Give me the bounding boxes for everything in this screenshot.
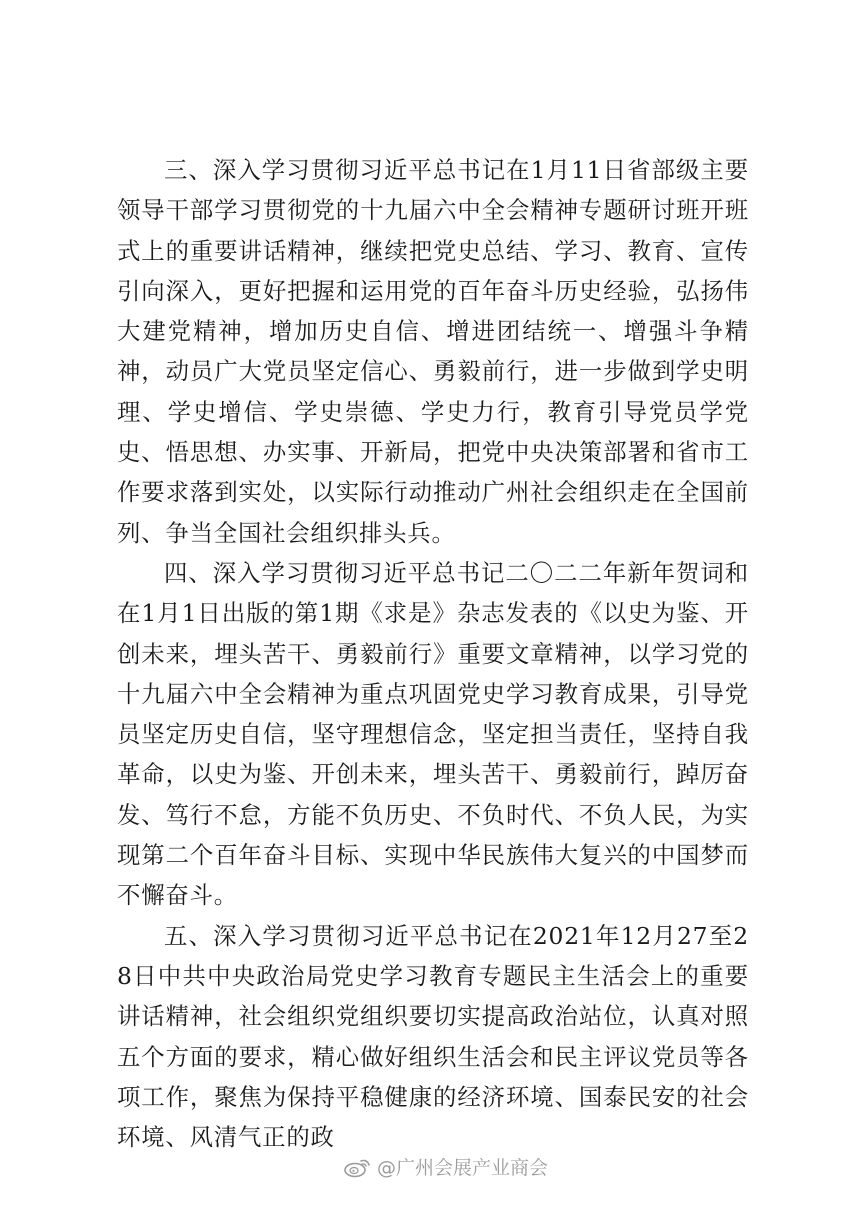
watermark-text: @广州会展产业商会 xyxy=(376,1157,548,1179)
weibo-watermark xyxy=(343,1153,548,1180)
paragraph-three: 三、深入学习贯彻习近平总书记在1月11日省部级主要领导干部学习贯彻党的十九届六中全会精神专题研讨班开班式上的重要讲话精神，继续把党史总结、学习、教育、宣传引向深入，更好把握和运用党的百年奋斗历史经验，弘扬伟大建党精神，增加历史自信、增进团结统一、增强斗争精神，动员广大党员坚定信心、勇毅前行，进一步做到学史明理、学史增信、学史崇德、学史力行，教育引导党员学党史、悟思想、办实事、开新局，把党中央决策部署和省市工作要求落到实处，以实际行动推动广州社会组织走在全国前列、争当全国社会组织排头兵。 xyxy=(117,156,749,547)
document-body xyxy=(117,150,749,1157)
paragraph-four: 四、深入学习贯彻习近平总书记二〇二二年新年贺词和在1月1日出版的第1期《求是》杂志发表的《以史为鉴、开创未来，埋头苦干、勇毅前行》重要文章精神，以学习党的十九届六中全会精神为重点巩固党史学习教育成果，引导党员坚定历史自信，坚守理想信念，坚定担当责任，坚持自我革命，以史为鉴、开创未来，埋头苦干、勇毅前行，踔厉奋发、笃行不怠，方能不负历史、不负时代、不负人民，为实现第二个百年奋斗目标、实现中华民族伟大复兴的中国梦而不懈奋斗。 xyxy=(117,558,749,910)
paragraph-five: 五、深入学习贯彻习近平总书记在2021年12月27至28日中共中央政治局党史学习教育专题民主生活会上的重要讲话精神，社会组织党组织要切实提高政治站位，认真对照五个方面的要求，精心做好组织生活会和民主评议党员等各项工作，聚焦为保持平稳健康的经济环境、国泰民安的社会环境、风清气正的政 xyxy=(117,921,749,1152)
weibo-icon xyxy=(343,1156,373,1178)
